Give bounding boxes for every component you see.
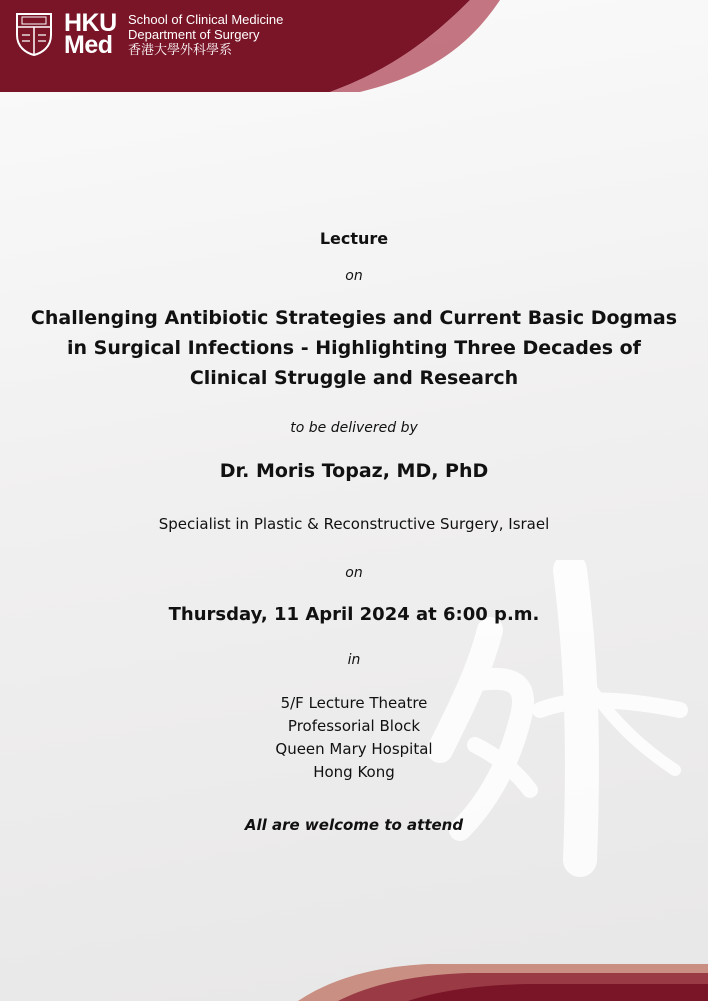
- lecture-title: Challenging Antibiotic Strategies and Current Basic Dogmas in Surgical Infections - Highlighting Three Decades of Clinical Struggle and Research: [30, 307, 678, 389]
- venue-line: 5/F Lecture Theatre: [280, 694, 428, 712]
- brand-line-hku: HKU: [64, 9, 117, 37]
- department-name-chinese: 香港大學外科學系: [128, 41, 233, 57]
- school-text: [128, 12, 283, 57]
- hkumed-wordmark: [64, 9, 122, 59]
- venue-line: Professorial Block: [287, 717, 421, 735]
- on-label: on: [345, 268, 363, 284]
- lecture-label: Lecture: [319, 229, 389, 248]
- department-name: Department of Surgery: [128, 26, 260, 42]
- university-crest-icon: [14, 11, 54, 57]
- speaker-name: Dr. Moris Topaz, MD, PhD: [219, 460, 489, 482]
- speaker-title: Specialist in Plastic & Reconstructive Surgery, Israel: [158, 515, 550, 533]
- venue-line: Queen Mary Hospital: [275, 740, 433, 758]
- venue-address: [20, 692, 688, 784]
- delivered-by-label: to be delivered by: [290, 420, 418, 436]
- school-name: School of Clinical Medicine: [128, 11, 284, 27]
- header-banner: [0, 0, 708, 92]
- brand-line-med: Med: [64, 31, 113, 59]
- event-datetime: Thursday, 11 April 2024 at 6:00 p.m.: [168, 604, 540, 625]
- welcome-note: All are welcome to attend: [244, 816, 464, 834]
- on-label-date: on: [345, 565, 363, 581]
- footer-swoosh-icon: [298, 961, 708, 1001]
- logo-block: [14, 11, 283, 57]
- venue-line: Hong Kong: [313, 763, 395, 781]
- in-label: in: [347, 652, 361, 668]
